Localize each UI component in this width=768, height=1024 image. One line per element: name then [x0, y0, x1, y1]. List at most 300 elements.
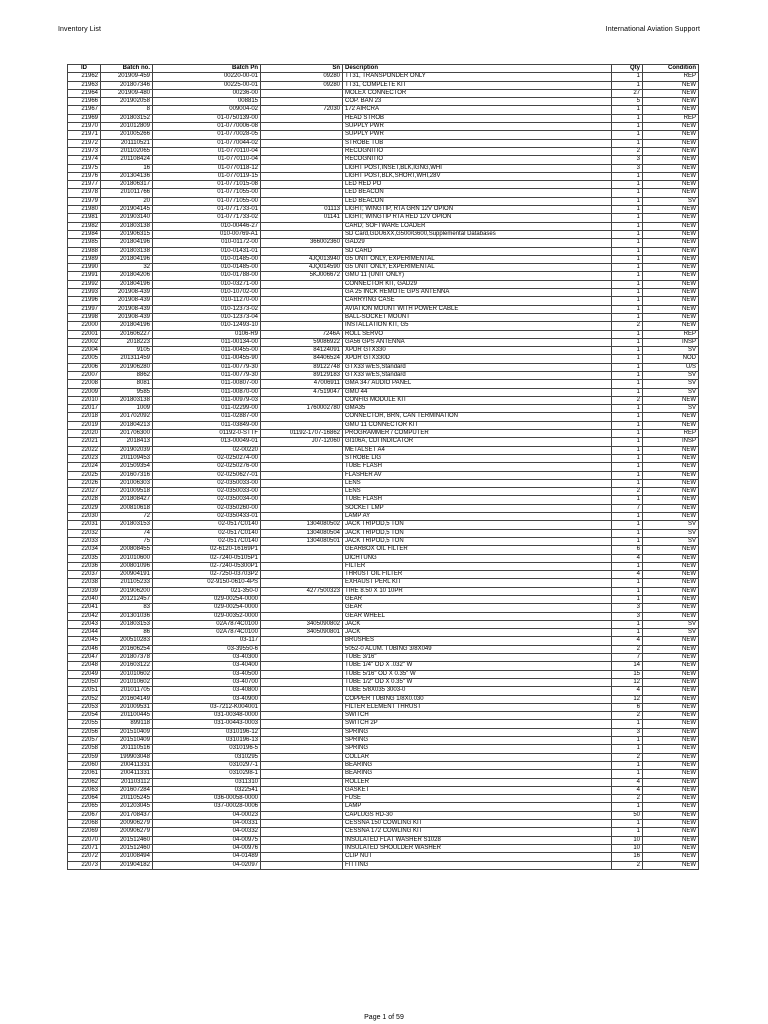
cell-description: CESSNA 172 COWLING KIT	[343, 828, 612, 836]
cell-sn: 1304080504	[261, 529, 343, 537]
table-row	[68, 836, 699, 844]
cell-description: LIGHT; WINGTIP, RTA GRN 12V OPION	[343, 206, 612, 214]
cell-batch-pn: 02-7240-05300P1	[153, 562, 261, 570]
cell-id: 21981	[68, 214, 101, 222]
cell-condition: NEW	[643, 454, 699, 462]
cell-description: SWITCH	[343, 712, 612, 720]
cell-description: SD CARD	[343, 247, 612, 255]
cell-id: 22017	[68, 405, 101, 413]
table-row	[68, 371, 699, 379]
table-row	[68, 712, 699, 720]
cell-description: LAMP AY	[343, 513, 612, 521]
table-row	[68, 537, 699, 545]
cell-sn	[261, 853, 343, 861]
cell-qty: 1	[612, 421, 643, 429]
cell-description: TUBE 3/16"	[343, 654, 612, 662]
cell-sn	[261, 770, 343, 778]
cell-batch-no: 201105233	[101, 579, 153, 587]
cell-batch-pn: 029-00254-0000	[153, 604, 261, 612]
table-row	[68, 670, 699, 678]
cell-batch-no: 201906200	[101, 587, 153, 595]
table-row	[68, 604, 699, 612]
cell-description: SPRING	[343, 728, 612, 736]
cell-qty: 1	[612, 81, 643, 89]
cell-batch-pn: 02-0350433-01	[153, 513, 261, 521]
cell-condition: SV	[643, 405, 699, 413]
cell-description: TUBE 1/4" OD X .032" W	[343, 662, 612, 670]
cell-description: JACK	[343, 620, 612, 628]
cell-condition: NEW	[643, 172, 699, 180]
cell-condition: NEW	[643, 280, 699, 288]
cell-qty: 1	[612, 496, 643, 504]
cell-sn	[261, 844, 343, 852]
cell-batch-no: 201908-439	[101, 305, 153, 313]
cell-condition: NEW	[643, 571, 699, 579]
cell-condition: NEW	[643, 421, 699, 429]
cell-description: PROGRAMMER / COMPUTER	[343, 430, 612, 438]
table-row	[68, 454, 699, 462]
cell-batch-pn: 03-40700	[153, 678, 261, 686]
cell-batch-pn: 04-00023	[153, 811, 261, 819]
cell-id: 22060	[68, 761, 101, 769]
cell-condition: NEW	[643, 322, 699, 330]
cell-sn	[261, 305, 343, 313]
table-row	[68, 214, 699, 222]
table-row	[68, 89, 699, 97]
cell-batch-no: 201311459	[101, 355, 153, 363]
cell-sn: 4JQ014590	[261, 264, 343, 272]
table-row	[68, 612, 699, 620]
cell-batch-pn: 0310298-1	[153, 770, 261, 778]
cell-batch-pn: 02-7240-05105P1	[153, 554, 261, 562]
cell-qty: 1	[612, 537, 643, 545]
cell-qty: 27	[612, 89, 643, 97]
cell-sn	[261, 247, 343, 255]
cell-sn	[261, 820, 343, 828]
cell-condition: NEW	[643, 230, 699, 238]
cell-batch-pn: 03-40300	[153, 654, 261, 662]
cell-condition: NEW	[643, 712, 699, 720]
cell-id: 22043	[68, 620, 101, 628]
table-row	[68, 620, 699, 628]
cell-sn	[261, 811, 343, 819]
cell-description: GMU 11 CONNECTOR KIT	[343, 421, 612, 429]
cell-qty: 1	[612, 820, 643, 828]
table-row	[68, 513, 699, 521]
cell-description: FLASHER AV	[343, 471, 612, 479]
cell-batch-no: 201607284	[101, 786, 153, 794]
cell-qty: 2	[612, 322, 643, 330]
cell-id: 22068	[68, 820, 101, 828]
cell-qty: 1	[612, 446, 643, 454]
cell-batch-no: 72	[101, 513, 153, 521]
cell-batch-pn: 036-00058-0000	[153, 795, 261, 803]
cell-qty: 1	[612, 745, 643, 753]
cell-description: G5 UNIT ONLY, EXPERIMENTAL	[343, 255, 612, 263]
cell-condition: NEW	[643, 255, 699, 263]
cell-batch-no: 201108424	[101, 156, 153, 164]
cell-batch-no: 201909-459	[101, 73, 153, 81]
cell-condition: NEW	[643, 305, 699, 313]
table-row	[68, 504, 699, 512]
cell-id: 21985	[68, 239, 101, 247]
cell-qty: 12	[612, 695, 643, 703]
cell-sn: 47006911	[261, 380, 343, 388]
cell-batch-no: 201012809	[101, 123, 153, 131]
cell-description: XPDR GTX330D	[343, 355, 612, 363]
cell-condition: NEW	[643, 795, 699, 803]
table-row	[68, 347, 699, 355]
table-row	[68, 770, 699, 778]
cell-condition: NEW	[643, 861, 699, 869]
cell-sn	[261, 695, 343, 703]
cell-qty: 1	[612, 255, 643, 263]
cell-qty: 1	[612, 430, 643, 438]
cell-batch-no: 2018413	[101, 438, 153, 446]
cell-batch-pn: 0310196-5	[153, 745, 261, 753]
cell-description: ROLL SERVO	[343, 330, 612, 338]
cell-condition: NOD	[643, 355, 699, 363]
cell-batch-no: 200808455	[101, 546, 153, 554]
cell-id: 21992	[68, 280, 101, 288]
cell-sn	[261, 172, 343, 180]
cell-condition: REP	[643, 430, 699, 438]
cell-sn	[261, 654, 343, 662]
cell-batch-pn: 02-6120-16169P1	[153, 546, 261, 554]
cell-batch-pn: 037-00028-0006	[153, 803, 261, 811]
cell-sn	[261, 289, 343, 297]
table-row	[68, 380, 699, 388]
table-row	[68, 546, 699, 554]
table-row	[68, 405, 699, 413]
cell-batch-no: 201804213	[101, 421, 153, 429]
table-row	[68, 181, 699, 189]
cell-id: 21989	[68, 255, 101, 263]
cell-description: CONNECTOR, BRN, CAN TERMINATION	[343, 413, 612, 421]
cell-batch-no: 8	[101, 106, 153, 114]
cell-id: 22038	[68, 579, 101, 587]
cell-id: 22045	[68, 637, 101, 645]
cell-condition: NEW	[643, 745, 699, 753]
cell-batch-no: 201904182	[101, 861, 153, 869]
cell-id: 22000	[68, 322, 101, 330]
cell-description: BEARING	[343, 770, 612, 778]
cell-condition: NEW	[643, 820, 699, 828]
cell-sn: 5KJ006672	[261, 272, 343, 280]
table-row	[68, 488, 699, 496]
cell-description: TUBE 5/8X035 3003-0	[343, 687, 612, 695]
cell-id: 22044	[68, 629, 101, 637]
cell-sn	[261, 454, 343, 462]
cell-condition: NEW	[643, 131, 699, 139]
cell-condition: NEW	[643, 446, 699, 454]
cell-condition: NEW	[643, 479, 699, 487]
company-name: International Aviation Support	[605, 26, 700, 33]
cell-qty: 1	[612, 529, 643, 537]
cell-batch-no: 201808427	[101, 496, 153, 504]
cell-qty: 1	[612, 770, 643, 778]
cell-condition: REP	[643, 73, 699, 81]
cell-id: 22050	[68, 678, 101, 686]
cell-qty: 1	[612, 247, 643, 255]
cell-condition: NEW	[643, 596, 699, 604]
cell-id: 21969	[68, 114, 101, 122]
cell-batch-pn: 029-00254-0000	[153, 596, 261, 604]
cell-id: 22048	[68, 662, 101, 670]
table-row	[68, 629, 699, 637]
table-row	[68, 363, 699, 371]
table-row	[68, 73, 699, 81]
cell-description: SPRING	[343, 745, 612, 753]
cell-batch-no: 200411331	[101, 761, 153, 769]
cell-sn	[261, 678, 343, 686]
cell-id: 21974	[68, 156, 101, 164]
cell-batch-no: 201804206	[101, 272, 153, 280]
cell-id: 21991	[68, 272, 101, 280]
cell-batch-pn: 01-0770044-02	[153, 139, 261, 147]
cell-condition: SV	[643, 537, 699, 545]
cell-condition: NEW	[643, 612, 699, 620]
cell-batch-no: 200411331	[101, 770, 153, 778]
cell-condition: NEW	[643, 463, 699, 471]
table-row	[68, 305, 699, 313]
cell-batch-pn: 011-02887-00	[153, 413, 261, 421]
cell-batch-pn: 02-0350260-00	[153, 504, 261, 512]
cell-condition: NEW	[643, 554, 699, 562]
cell-id: 22028	[68, 496, 101, 504]
column-header-qty: Qty	[612, 65, 643, 73]
cell-condition: INSP	[643, 338, 699, 346]
cell-id: 22063	[68, 786, 101, 794]
cell-qty: 1	[612, 272, 643, 280]
cell-batch-pn: 010-01431-01	[153, 247, 261, 255]
cell-qty: 4	[612, 786, 643, 794]
table-row	[68, 820, 699, 828]
cell-description: TUBE FLASH	[343, 463, 612, 471]
cell-batch-no: 201607316	[101, 471, 153, 479]
cell-condition: SV	[643, 521, 699, 529]
table-row	[68, 529, 699, 537]
cell-sn: 7246A	[261, 330, 343, 338]
cell-batch-no: 201708437	[101, 811, 153, 819]
cell-description: BRUSHES	[343, 637, 612, 645]
cell-id: 22036	[68, 562, 101, 570]
cell-qty: 50	[612, 811, 643, 819]
cell-condition: NEW	[643, 272, 699, 280]
cell-description: TT31, TRANSPONDER ONLY	[343, 73, 612, 81]
cell-qty: 7	[612, 504, 643, 512]
cell-description: STROBE LIG	[343, 454, 612, 462]
cell-qty: 1	[612, 463, 643, 471]
cell-batch-pn: 03-39550-6	[153, 645, 261, 653]
cell-qty: 1	[612, 513, 643, 521]
cell-batch-pn: 04-00331	[153, 820, 261, 828]
cell-batch-pn: 02A7874C0100	[153, 629, 261, 637]
cell-description: MOLEX CONNECTOR	[343, 89, 612, 97]
cell-batch-no: 201304136	[101, 172, 153, 180]
cell-sn: 3405090802	[261, 620, 343, 628]
cell-batch-no: 201301036	[101, 612, 153, 620]
cell-description: AVIATION MOUNT WITH POWER CABLE	[343, 305, 612, 313]
cell-qty: 16	[612, 853, 643, 861]
cell-batch-no: 201908-439	[101, 313, 153, 321]
cell-sn: 4JQ013940	[261, 255, 343, 263]
cell-batch-pn: 02-9150-0610-4PS	[153, 579, 261, 587]
table-row	[68, 139, 699, 147]
cell-sn	[261, 114, 343, 122]
cell-id: 22004	[68, 347, 101, 355]
cell-qty: 1	[612, 114, 643, 122]
table-row	[68, 297, 699, 305]
table-row	[68, 579, 699, 587]
cell-sn	[261, 828, 343, 836]
cell-sn: 01192-1707-16862	[261, 430, 343, 438]
cell-condition: U/S	[643, 363, 699, 371]
cell-sn	[261, 861, 343, 869]
cell-description: 172 AIRCRA	[343, 106, 612, 114]
cell-qty: 1	[612, 206, 643, 214]
cell-sn	[261, 313, 343, 321]
cell-qty: 1	[612, 305, 643, 313]
table-row	[68, 164, 699, 172]
cell-batch-no: 201010602	[101, 678, 153, 686]
cell-id: 21993	[68, 289, 101, 297]
cell-id: 22031	[68, 521, 101, 529]
cell-id: 22047	[68, 654, 101, 662]
cell-id: 22052	[68, 695, 101, 703]
cell-condition: NEW	[643, 396, 699, 404]
cell-sn	[261, 479, 343, 487]
cell-batch-no: 200906279	[101, 820, 153, 828]
cell-qty: 1	[612, 562, 643, 570]
cell-sn	[261, 222, 343, 230]
cell-id: 22041	[68, 604, 101, 612]
cell-condition: NEW	[643, 181, 699, 189]
cell-id: 22018	[68, 413, 101, 421]
cell-qty: 1	[612, 521, 643, 529]
cell-batch-pn: 02-7250-03703P2	[153, 571, 261, 579]
cell-qty: 4	[612, 687, 643, 695]
cell-qty: 1	[612, 596, 643, 604]
cell-condition: NEW	[643, 89, 699, 97]
cell-description: GMU 11 (UNIT ONLY)	[343, 272, 612, 280]
cell-id: 22046	[68, 645, 101, 653]
cell-sn	[261, 720, 343, 728]
cell-id: 21973	[68, 147, 101, 155]
cell-condition: SV	[643, 371, 699, 379]
cell-id: 22020	[68, 430, 101, 438]
cell-sn	[261, 546, 343, 554]
cell-sn	[261, 197, 343, 205]
cell-batch-pn: 010-01788-00	[153, 272, 261, 280]
cell-id: 21988	[68, 247, 101, 255]
cell-batch-no: 201009518	[101, 488, 153, 496]
cell-batch-pn: 010-11270-00	[153, 297, 261, 305]
cell-id: 22023	[68, 454, 101, 462]
cell-sn	[261, 230, 343, 238]
cell-batch-pn: 04-00332	[153, 828, 261, 836]
cell-qty: 1	[612, 289, 643, 297]
cell-qty: 1	[612, 471, 643, 479]
cell-batch-no: 200904191	[101, 571, 153, 579]
cell-batch-no: 16	[101, 164, 153, 172]
table-row	[68, 662, 699, 670]
cell-description: METALSET A4	[343, 446, 612, 454]
cell-sn	[261, 604, 343, 612]
cell-condition: NEW	[643, 604, 699, 612]
cell-condition: INSP	[643, 438, 699, 446]
cell-id: 22029	[68, 504, 101, 512]
cell-batch-pn: 04-00976	[153, 844, 261, 852]
cell-condition: SV	[643, 197, 699, 205]
cell-description: COPPER TUBING 1/8X0.030	[343, 695, 612, 703]
table-row	[68, 430, 699, 438]
cell-id: 22042	[68, 612, 101, 620]
cell-sn	[261, 637, 343, 645]
cell-qty: 2	[612, 753, 643, 761]
cell-sn	[261, 131, 343, 139]
cell-condition: SV	[643, 388, 699, 396]
column-header-sn: Sn	[261, 65, 343, 73]
cell-id: 22027	[68, 488, 101, 496]
cell-id: 21978	[68, 189, 101, 197]
cell-qty: 1	[612, 761, 643, 769]
table-row	[68, 239, 699, 247]
cell-condition: NEW	[643, 778, 699, 786]
cell-batch-no: 201109453	[101, 454, 153, 462]
cell-id: 22033	[68, 537, 101, 545]
cell-qty: 1	[612, 139, 643, 147]
cell-qty: 6	[612, 546, 643, 554]
cell-description: CAPLUGS RD-30	[343, 811, 612, 819]
cell-batch-no: 201903140	[101, 214, 153, 222]
column-header-batch-pn: Batch Pn	[153, 65, 261, 73]
cell-description: EXHAUST PERL KIT	[343, 579, 612, 587]
cell-batch-no: 201512460	[101, 836, 153, 844]
cell-description: GEARBOX OIL FILTER	[343, 546, 612, 554]
cell-id: 21996	[68, 297, 101, 305]
cell-condition: NEW	[643, 678, 699, 686]
cell-qty: 1	[612, 355, 643, 363]
cell-sn: 59086922	[261, 338, 343, 346]
cell-batch-no: 201512460	[101, 844, 153, 852]
cell-condition: NEW	[643, 147, 699, 155]
document-title: Inventory List	[58, 26, 102, 33]
table-row	[68, 703, 699, 711]
table-row	[68, 156, 699, 164]
cell-batch-pn: 010-10702-00	[153, 289, 261, 297]
cell-batch-no: 200801096	[101, 562, 153, 570]
cell-condition: NEW	[643, 662, 699, 670]
cell-qty: 1	[612, 313, 643, 321]
table-row	[68, 471, 699, 479]
cell-batch-no: 199903048	[101, 753, 153, 761]
cell-condition: NEW	[643, 471, 699, 479]
cell-batch-no: 201005266	[101, 131, 153, 139]
cell-sn	[261, 596, 343, 604]
cell-id: 22054	[68, 712, 101, 720]
cell-sn: 01141	[261, 214, 343, 222]
cell-description: LIGHT POST,INSET,BLK,IGNG,WHI	[343, 164, 612, 172]
table-row	[68, 147, 699, 155]
cell-condition: REP	[643, 330, 699, 338]
table-row	[68, 778, 699, 786]
cell-id: 21966	[68, 98, 101, 106]
table-row	[68, 695, 699, 703]
cell-id: 22061	[68, 770, 101, 778]
cell-description: INSTALLATION KIT, G5	[343, 322, 612, 330]
cell-batch-pn: 0310196-13	[153, 737, 261, 745]
